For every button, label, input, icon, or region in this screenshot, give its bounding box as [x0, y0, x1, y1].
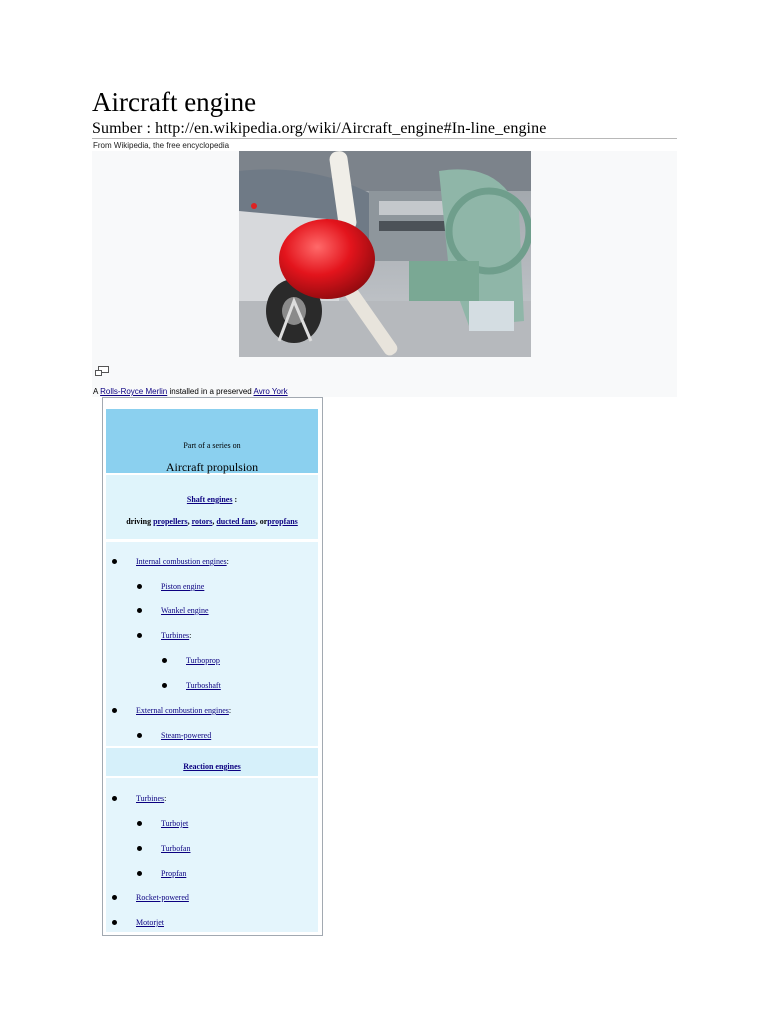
- link-internal-combustion-engines[interactable]: Internal combustion engines: [136, 557, 227, 566]
- bullet-icon: [112, 559, 117, 564]
- link-turbojet[interactable]: Turbojet: [161, 819, 189, 828]
- list-item: [161, 582, 204, 592]
- link-turbines[interactable]: Turbines: [161, 631, 190, 640]
- list-item: [136, 706, 231, 716]
- link-motorjet[interactable]: Motorjet: [136, 918, 164, 927]
- title-divider: [92, 138, 677, 139]
- bullet-icon: [112, 708, 117, 713]
- link-ducted-fans[interactable]: ducted fans: [216, 517, 256, 526]
- link-propfan[interactable]: Propfan: [161, 869, 187, 878]
- bullet-icon: [137, 733, 142, 738]
- list-item: [136, 794, 166, 804]
- infobox-series-label: Part of a series on: [183, 441, 241, 450]
- link-propellers[interactable]: propellers: [153, 517, 188, 526]
- link-propfans[interactable]: propfans: [267, 517, 298, 526]
- list-item: [161, 731, 211, 741]
- link-piston-engine[interactable]: Piston engine: [161, 582, 205, 591]
- bullet-icon: [137, 821, 142, 826]
- link-rocket-powered[interactable]: Rocket-powered: [136, 893, 189, 902]
- shaft-engines-list: [106, 542, 318, 746]
- enlarge-icon[interactable]: [95, 366, 109, 376]
- bullet-icon: [162, 658, 167, 663]
- image-caption: [93, 387, 288, 397]
- page-title: Aircraft engine: [92, 87, 257, 117]
- list-item: [161, 631, 191, 641]
- item-suffix: :: [189, 631, 192, 640]
- link-reaction-engines[interactable]: Reaction engines: [183, 762, 241, 771]
- caption-text: installed in a preserved: [167, 387, 254, 396]
- bullet-icon: [137, 584, 142, 589]
- bullet-icon: [137, 608, 142, 613]
- link-avro-york[interactable]: Avro York: [253, 387, 288, 396]
- link-rolls-royce-merlin[interactable]: Rolls-Royce Merlin: [100, 387, 168, 396]
- item-suffix: :: [228, 706, 232, 715]
- link-wankel-engine[interactable]: Wankel engine: [161, 606, 209, 615]
- engine-photo[interactable]: [239, 151, 531, 357]
- bullet-icon: [137, 871, 142, 876]
- list-item: [136, 918, 164, 928]
- list-item: [186, 656, 220, 666]
- shaft-engines-section: [106, 475, 318, 539]
- item-suffix: :: [226, 557, 229, 566]
- bullet-icon: [137, 633, 142, 638]
- caption-text: A: [93, 387, 101, 396]
- source-line: Sumber : http://en.wikipedia.org/wiki/Aircraft_engine#In-line_engine: [92, 120, 547, 137]
- tagline: From Wikipedia, the free encyclopedia: [93, 141, 230, 150]
- link-turbines[interactable]: Turbines: [136, 794, 165, 803]
- separator: ,: [187, 517, 192, 526]
- infobox-title: Aircraft propulsion: [165, 460, 259, 474]
- driving-label: driving: [126, 517, 154, 526]
- item-suffix: :: [164, 794, 167, 803]
- link-turbofan[interactable]: Turbofan: [161, 844, 191, 853]
- link-steam-powered[interactable]: Steam-powered: [161, 731, 212, 740]
- bullet-icon: [137, 846, 142, 851]
- separator: , or: [255, 517, 268, 526]
- engine-photo-illustration: [239, 151, 531, 357]
- list-item: [186, 681, 221, 691]
- list-item: [136, 893, 189, 903]
- link-turboshaft[interactable]: Turboshaft: [186, 681, 221, 690]
- list-item: [161, 844, 190, 854]
- reaction-engines-list: [106, 778, 318, 932]
- list-item: [161, 819, 188, 829]
- list-item: [161, 869, 186, 879]
- section-suffix: :: [232, 495, 238, 504]
- bullet-icon: [112, 895, 117, 900]
- bullet-icon: [112, 920, 117, 925]
- list-item: [136, 557, 229, 567]
- infobox: [102, 397, 323, 936]
- link-external-combustion-engines[interactable]: External combustion engines: [136, 706, 229, 715]
- separator: ,: [212, 517, 217, 526]
- link-rotors[interactable]: rotors: [191, 517, 213, 526]
- reaction-engines-section: [106, 748, 318, 776]
- bullet-icon: [112, 796, 117, 801]
- infobox-header: [106, 409, 318, 473]
- list-item: [161, 606, 209, 616]
- link-shaft-engines[interactable]: Shaft engines: [186, 495, 233, 504]
- link-turboprop[interactable]: Turboprop: [186, 656, 220, 665]
- bullet-icon: [162, 683, 167, 688]
